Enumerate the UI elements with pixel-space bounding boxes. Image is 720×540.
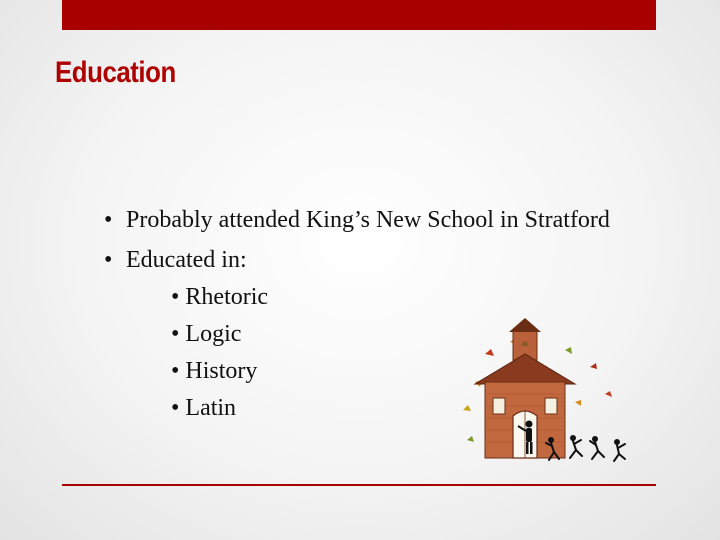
sub-bullet-text: Rhetoric (185, 284, 269, 310)
top-accent-bar (62, 0, 656, 30)
bullet-item (100, 205, 620, 235)
sub-bullet-marker: • (171, 395, 180, 421)
bullet-marker: • (104, 207, 113, 233)
bottom-rule (62, 484, 656, 486)
sub-bullet-marker: • (171, 358, 180, 384)
bullet-marker: • (104, 247, 113, 273)
sub-bullet-text: History (185, 358, 258, 384)
schoolhouse-icon (455, 312, 635, 472)
sub-bullet-item (100, 279, 620, 316)
sub-bullet-marker: • (171, 321, 180, 347)
sub-bullet-text: Logic (185, 321, 242, 347)
bullet-item (100, 242, 620, 279)
sub-bullet-text: Latin (185, 395, 237, 421)
slide-title: Education (55, 56, 176, 89)
bullet-text: Educated in: (126, 247, 247, 273)
bullet-text: Probably attended King’s New School in Stratford (126, 207, 610, 233)
sub-bullet-marker: • (171, 284, 180, 310)
